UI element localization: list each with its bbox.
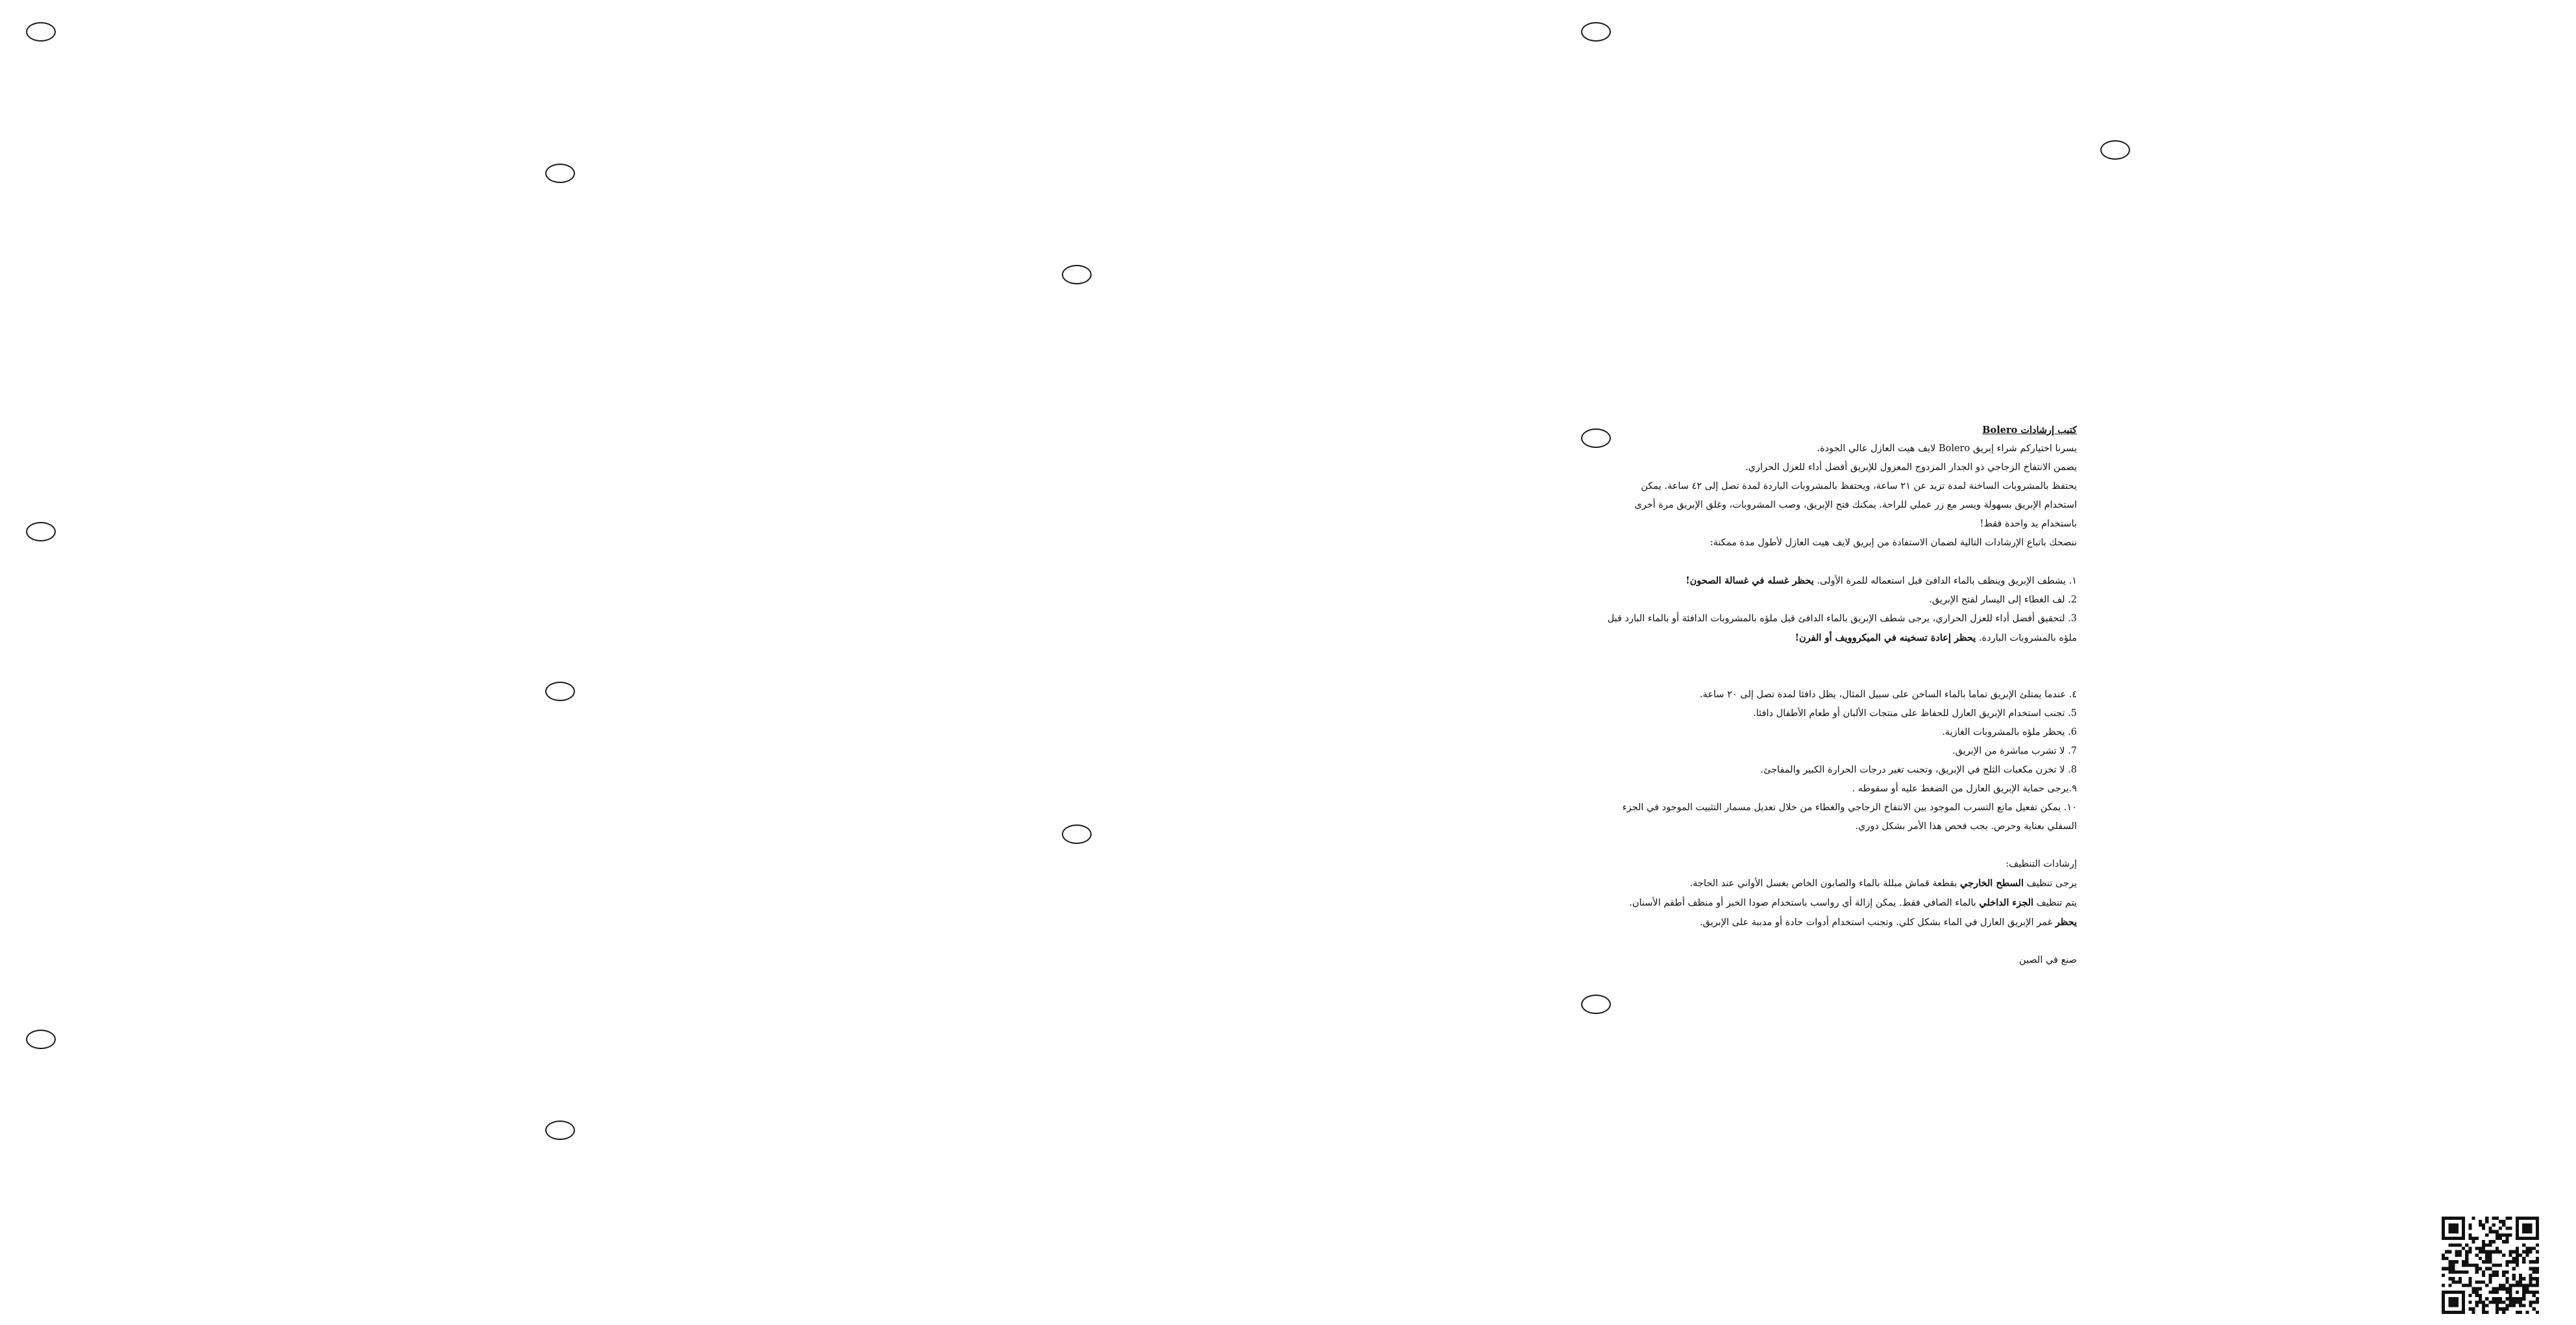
punch-hole-mid-inner-2 xyxy=(1062,824,1092,844)
intro-line: ننصحك باتباع الإرشادات التالية لضمان الاستفادة من إبريق لايف هيت العازل لأطول مدة ممكنة: xyxy=(1710,538,2077,548)
step-item: 7. لا تشرب مباشرة من الإبريق. xyxy=(1952,746,2077,756)
step-text: 2. لف الغطاء إلى اليسار لفتح الإبريق. xyxy=(1929,595,2077,605)
punch-hole-mid-left xyxy=(26,522,56,541)
step-item xyxy=(1577,610,2077,628)
intro-line: يحتفظ بالمشروبات الساخنة لمدة تزيد عن ٢١ ساعة، ويحتفظ بالمشروبات الباردة لمدة تصل إلى ٤٢ ساعة. يمكن xyxy=(1641,481,2077,491)
step-warning: يحظر إعادة تسخينه في الميكروويف أو الفرن! xyxy=(1795,632,1976,643)
step-item xyxy=(1577,628,2077,648)
cleaning-item: يتم تنظيف الجزء الداخلي بالماء الصافي فقط. يمكن إزالة أي رواسب باستخدام صودا الخبز أو منظف أطقم الأسنان. xyxy=(1629,897,2077,908)
intro-line: يسرنا اختياركم شراء إبريق Bolero لايف هيت العازل عالي الجودة. xyxy=(1817,443,2077,454)
step-item: 5. تجنب استخدام الإبريق العازل للحفاظ على منتجات الألبان أو طعام الأطفال دافئا. xyxy=(1753,708,2077,719)
cleaning-heading: إرشادات التنظيف: xyxy=(2006,859,2077,869)
country-of-origin: صنع في الصين xyxy=(2018,955,2077,965)
punch-hole-bottom-left xyxy=(26,1030,56,1049)
punch-hole-top-inner-2 xyxy=(1062,265,1092,284)
step-item xyxy=(1577,591,2077,610)
punch-hole-top-right xyxy=(2100,140,2130,160)
punch-hole-top-left xyxy=(26,22,56,42)
instruction-booklet-text xyxy=(1577,421,2077,970)
punch-hole-text-bottom xyxy=(1581,995,1611,1014)
punch-hole-top-center xyxy=(1581,22,1611,42)
document-title: كتيب إرشادات Bolero xyxy=(1982,425,2077,436)
cleaning-item: يرجى تنظيف السطح الخارجي بقطعة قماش مبللة بالماء والصابون الخاص بغسل الأواني عند الحاجة. xyxy=(1689,878,2077,889)
intro-line: باستخدام يد واحدة فقط! xyxy=(1980,519,2077,529)
punch-hole-mid-inner-1 xyxy=(545,682,575,701)
spacer xyxy=(1577,648,2077,686)
step-text: ملؤه بالمشروبات الباردة. xyxy=(1976,633,2077,643)
step-item: السفلي بعناية وحرص. يجب فحص هذا الأمر بشكل دوري. xyxy=(1855,821,2077,832)
step-warning: يحظر غسله في غسالة الصحون! xyxy=(1686,575,1814,586)
step-text: 3. لتحقيق أفضل أداء للعزل الحراري، يرجى شطف الإبريق بالماء الدافئ قبل ملؤه بالمشروبات الدافئة أو بالماء البارد قبل xyxy=(1607,613,2077,624)
spacer xyxy=(1577,552,2077,571)
punch-hole-bottom-inner-1 xyxy=(545,1121,575,1140)
intro-line: استخدام الإبريق بسهولة ويسر مع زر عملي للراحة. يمكنك فتح الإبريق، وصب المشروبات، وغلق الإبريق مرة أخرى xyxy=(1634,500,2077,510)
step-item xyxy=(1577,571,2077,591)
spacer xyxy=(1577,932,2077,951)
cleaning-item: يحظر غمر الإبريق العازل في الماء بشكل كلي. وتجنب استخدام أدوات حادة أو مدببة على الإبريق. xyxy=(1699,917,2077,928)
step-item: ٩.يرجى حماية الإبريق العازل من الضغط عليه أو سقوطه . xyxy=(1852,784,2077,794)
step-text: ١. يشطف الإبريق وينظف بالماء الدافئ قبل استعماله للمرة الأولى. xyxy=(1813,576,2077,586)
qr-code-icon xyxy=(2442,1217,2539,1314)
intro-line: يضمن الانتفاخ الزجاجي ذو الجدار المزدوج المعزول للإبريق أفضل أداء للعزل الحراري. xyxy=(1745,462,2077,473)
step-item: 8. لا تخزن مكعبات الثلج في الإبريق، وتجنب تغير درجات الحرارة الكبير والمفاجئ. xyxy=(1760,765,2077,775)
step-item: ٤. عندما يمتلئ الإبريق تماما بالماء الساخن على سبيل المثال، يظل دافئا لمدة تصل إلى ٢٠ ساعة. xyxy=(1699,689,2077,700)
punch-hole-top-inner-1 xyxy=(545,164,575,183)
spacer xyxy=(1577,836,2077,855)
step-item: ١٠. يمكن تفعيل مانع التسرب الموجود بين الانتفاخ الزجاجي والغطاء من خلال تعديل مسمار التثبيت الموجود في الجزء xyxy=(1622,802,2077,813)
step-item: 6. يحظر ملؤه بالمشروبات الغازية. xyxy=(1942,727,2077,737)
